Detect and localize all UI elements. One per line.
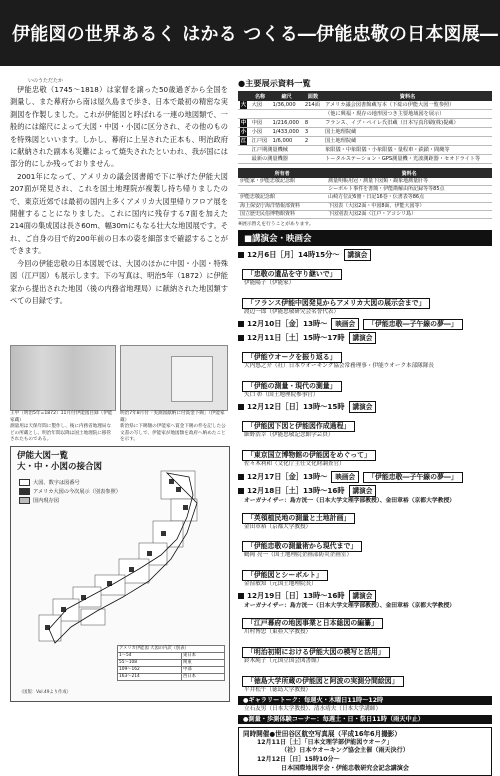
page-title: 伊能図の世界あるく はかる つくる―伊能忠敬の日本図展― xyxy=(12,24,499,45)
film-title: 「伊能忠敬―子午線の夢―」 xyxy=(363,319,463,330)
gallery-speakers: 立石友男（日本大学教授）、清水靖夫（日本大学講師） xyxy=(244,706,382,713)
table-row: 小 小図 1/433,000 3 国土地理院蔵 xyxy=(238,128,492,137)
simul-line-3: 12月12日［日］15時10分～ xyxy=(257,755,340,763)
survey-corner: ●測量・歩測体験コーナー：毎週土・日・祭日11時（雨天中止） xyxy=(238,715,492,724)
speaker-line: 鈴木純子（元国立国会図書館） xyxy=(244,657,323,664)
exhibit-change-note: ※展示替えを行うことがあります。 xyxy=(238,222,314,228)
bullet-icon xyxy=(238,488,244,494)
event-type-badge: 映画会 xyxy=(331,318,359,330)
table-row: （他に興福・現存の地形図つき主要地域図を展示） xyxy=(238,110,492,119)
lecture-date: 12月18日［土］13時～16時 講演会 xyxy=(238,485,492,497)
lecture-item xyxy=(238,485,492,532)
simul-line-2: （社）日本ウオーキング協会主催（雨天決行） xyxy=(281,747,409,755)
table-row: 江 江戸図 1/6,000 2 国土地理院蔵 xyxy=(238,137,492,146)
gallery-talk: ●ギャラリートーク：毎週火・木曜日11時～12時 xyxy=(238,696,492,705)
intro-column xyxy=(10,78,228,307)
lecture-item xyxy=(238,290,492,317)
speaker-line: 伊能陽子（伊能家） xyxy=(244,280,295,287)
map-inset-table: アメリカ伊能図 大図の内訳（別表） 1～54 東日本 55～108 関東 109～162 中部 163～214 西日本 xyxy=(117,645,225,681)
lecture-title: 「忠敬の遺品を守り継いで」 xyxy=(242,269,342,280)
speaker-line: 佐々木利和（文化庁主任文化財調査官） xyxy=(244,460,345,467)
ruby-annotation: いのうただたか xyxy=(28,78,64,84)
lecture-title: 「英領植民地の測量と土地計画」 xyxy=(242,513,355,524)
lecture-title: 「明治初期における伊能大図の模写と活用」 xyxy=(242,647,390,658)
materials-table: 名称 縮尺 面数 資料名 大 大図 1/36,000 214面 アメリカ議会図書館蔵写本（下総の伊能大図一覧参照） （他に興福・現存の地形図つき主要地域図を展示） 中 中図 1/216,000 8 フランス、イブ・ペイレ氏旧蔵（日本写真印刷(株)提蔵） 小 小図 1/433,000 3 国土地理院蔵 江 江戸図 1/6,000 2 国土地理院蔵 江戸期測量機械 象限儀・中象限儀・小象限儀・量程車・鉄鎖・間縄等 最新の測量機器 トータルステーション・GPS測量機・光波測距器・セオドライト等 xyxy=(238,91,492,164)
map-title: 伊能大図一覧 大・中・小図の接合図 xyxy=(17,451,103,472)
lecture-date: 12月11日［土］15時～17時 講演会 xyxy=(238,332,492,344)
speaker-line: 鶴岡 亮一（国土地理院企画部防災企画室） xyxy=(244,552,353,559)
table-row: 大 大図 1/36,000 214面 アメリカ議会図書館蔵写本（下総の伊能大図一覧参照） xyxy=(238,101,492,110)
lecture-item xyxy=(238,668,492,695)
event-type-badge: 講演会 xyxy=(349,332,377,344)
lecture-item xyxy=(238,401,492,440)
lecture-item xyxy=(238,332,492,371)
event-type-badge: 講演会 xyxy=(344,249,372,261)
lecture-date: 12月19日［日］13時～16時 講演会 xyxy=(238,590,492,602)
photo-caption-2: 明治7年8月付「実測図献納に付賞金下賜」（伊能家蔵） 新治県に下賜額の伊能家へ賞金下賜の件を記した公文書の写しで、伊能家が地図類を政府へ納めたことを示す。 xyxy=(120,411,226,443)
photo-caption-1: 王甲（明治5年=1872）11月付伊能図目録（伊能家蔵） 測量用は天保年間に製作し、後に内務省地理局などの所蔵とし、明治年間以降は国土地理院に移管されたものである。 xyxy=(10,411,113,443)
bullet-icon xyxy=(238,404,244,410)
owners-table: 所有者 資料名 伊能家・伊能忠敬記念館 測量明帳用冠・測量下図類・観象地測量肝等 シーボルト事件を書簡・伊能勘解由所記録等等85点 伊能忠敬記念館 山崎方位記6冊・日記16巻・伝書表等86点 海上保安庁海洋情報部資料 下図表（大図2面・中図8面、伊能大図等） 国立歴史民俗博物館資料 下図別表大図2面（江戸・アコシリ島） xyxy=(238,168,492,219)
lecture-title: 「伊能図下図と伊能図作成過程」 xyxy=(242,421,355,432)
table-row: 伊能忠敬記念館 山崎方位記6冊・日記16巻・伝書表等86点 xyxy=(238,194,492,202)
title-banner xyxy=(0,0,500,66)
speaker-line: 細野浩幸（伊能忠敬記念館学芸員） xyxy=(244,432,334,439)
organizer-line: オーガナイザー：島方洸一（日本大学文理学部教授）、金田章裕（京都大学教授） xyxy=(244,603,456,610)
table-row: シーボルト事件を書簡・伊能勘解由所記録等等85点 xyxy=(238,186,492,194)
lecture-item xyxy=(238,373,492,400)
lecture-date: 12月12日［日］13時～15時 講演会 xyxy=(238,401,492,413)
speaker-line: 金窪敏知（元国土地理院長） xyxy=(244,580,317,587)
table-row: 海上保安庁海洋情報部資料 下図表（大図2面・中図8面、伊能大図等） xyxy=(238,202,492,210)
lecture-item xyxy=(238,318,492,330)
organizer-line: オーガナイザー：島方洸一（日本大学文理学部教授）、金田章裕（京都大学教授） xyxy=(244,497,456,504)
event-type-badge: 講演会 xyxy=(349,401,377,413)
intro-paragraph-1: 伊能忠敬（1745～1818）は家督を譲った50歳過ぎから全国を測量し、また幕府から南は屋久島まで歩き、日本で最初の精密な実測図を作製しました。これが伊能図と呼ばれる一連の地図類で、一般的には縮尺によって大図・中図・小図に区分され、その他のものを特殊図といいます。しかし、幕府に上呈された正本も、明治政府に献納された副本も災難によって焼失されたといわれ、我が国には部分的にしか残っておりません。 xyxy=(10,85,228,169)
bullet-icon xyxy=(238,321,244,327)
lecture-item xyxy=(238,471,492,483)
lecture-item xyxy=(238,590,492,637)
speaker-line: 川村博忠（東亜大学教授） xyxy=(244,629,312,636)
speaker-line: 金田章裕（京都大学教授） xyxy=(244,523,312,530)
lecture-date: 12月6日［月］14時15分～ 講演会 xyxy=(238,249,492,261)
bullet-icon xyxy=(238,474,244,480)
lecture-item xyxy=(238,562,492,589)
bullet-icon xyxy=(238,335,244,341)
film-title: 「伊能忠敬―子午線の夢―」 xyxy=(363,472,463,483)
lecture-date: 12月10日［金］13時～ 映画会 「伊能忠敬―子午線の夢―」 xyxy=(238,318,492,330)
lecture-item xyxy=(238,533,492,560)
intro-paragraph-2: 2001年になって、アメリカの議会図書館で下に挙げた伊能大図207面が発見され、これを国土地理院が複製し持ち帰りましたので、東京近郊では最初の国内上多くアメリカ大図里帰りフロア展を開催することになりました。これに国内に残存する7面を加えた214面の集成図は長さ60m、幅30mにもなる壮大な地図展です。それ、ご自身の目で約200年前の日本の姿を細部まで確認することができます。 xyxy=(10,171,228,256)
lecture-title: 「江戸幕府の地図事業と日本総図の編纂」 xyxy=(242,618,383,629)
lectures-heading: ■講演会・映画会 xyxy=(238,230,492,246)
lecture-item xyxy=(238,639,492,666)
map-panel xyxy=(10,446,230,702)
lecture-title: 「フランス伊能中図発見からアメリカ大図の展示会まで」 xyxy=(242,298,430,309)
photo-row xyxy=(10,345,228,409)
map-source-note: （図版：Vol.49より作成） xyxy=(19,690,71,695)
event-type-badge: 講演会 xyxy=(349,485,377,497)
simul-line-4: 日本国際地図学会・伊能忠敬研究会記念講演会 xyxy=(281,764,409,772)
lecture-title: 「伊能忠敬の測量術から現代まで」 xyxy=(242,541,362,552)
table-row: 江戸期測量機械 象限儀・中象限儀・小象限儀・量程車・鉄鎖・間縄等 xyxy=(238,146,492,155)
speaker-line: 矢口 彰（国土地理院参事官） xyxy=(244,391,319,398)
intro-paragraph-3: 今回の伊能忠敬の日本図展では、大図のほかに中図・小図・特殊図（江戸図）も展示します。下の写真は、明治5年（1872）に伊能家から提出された地図（後の内務省地理局）に献納された地図類すべての目録です。 xyxy=(10,258,228,305)
document-photo xyxy=(120,345,228,411)
event-type-badge: 映画会 xyxy=(331,471,359,483)
lecture-title: 「東京国立博物館の伊能図をめぐって」 xyxy=(242,450,376,461)
map-legend: 大図、数字は図番号 アメリカ大図の今次展示（別表参照） 国内現存図 xyxy=(19,479,121,506)
bullet-icon xyxy=(238,593,244,599)
lecture-title: 「伊能ウオークを振り返る」 xyxy=(242,352,342,363)
lecture-list xyxy=(238,249,492,694)
speaker-line: 渡辺一郎（伊能忠敬研究会名誉代表） xyxy=(244,308,340,315)
lecture-title: 「伊能図とシーボルト」 xyxy=(242,570,328,581)
lecture-item xyxy=(238,249,492,288)
materials-heading: ●主要展示資料一覧 xyxy=(238,78,311,88)
event-type-badge: 講演会 xyxy=(349,590,377,602)
speaker-line: 平井松午（徳島大学教授） xyxy=(244,686,312,693)
simul-heading: 同時開催●世田谷区航空写真展（平成16年6月撮影） xyxy=(243,729,401,738)
bullet-icon xyxy=(238,252,244,258)
table-row: 国立歴史民俗博物館資料 下図別表大図2面（江戸・アコシリ島） xyxy=(238,210,492,218)
simultaneous-events-box xyxy=(238,727,492,776)
table-row: 最新の測量機器 トータルステーション・GPS測量機・光波測距器・セオドライト等 xyxy=(238,155,492,164)
catalog-photo xyxy=(10,345,116,411)
lecture-date: 12月17日［金］13時～ 映画会 「伊能忠敬―子午線の夢―」 xyxy=(238,471,492,483)
simul-line-1: 12月11日［土］「日本文理学部伊能図ウオーク」 xyxy=(257,738,393,746)
lecture-title: 「徳島大学所蔵の伊能図と阿波の実測分間絵図」 xyxy=(242,676,404,687)
lecture-title: 「伊能の測量・現代の測量」 xyxy=(242,381,342,392)
speaker-line: 大内悠之介（社）日本ウオーキング協会常務理事・伊能ウオーク本部隊隊長 xyxy=(244,363,435,370)
table-row: 伊能家・伊能忠敬記念館 測量明帳用冠・測量下図類・観象地測量肝等 xyxy=(238,178,492,186)
table-row: 中 中図 1/216,000 8 フランス、イブ・ペイレ氏旧蔵（日本写真印刷(株)提蔵） xyxy=(238,119,492,128)
lecture-item xyxy=(238,442,492,469)
right-column xyxy=(238,78,492,776)
